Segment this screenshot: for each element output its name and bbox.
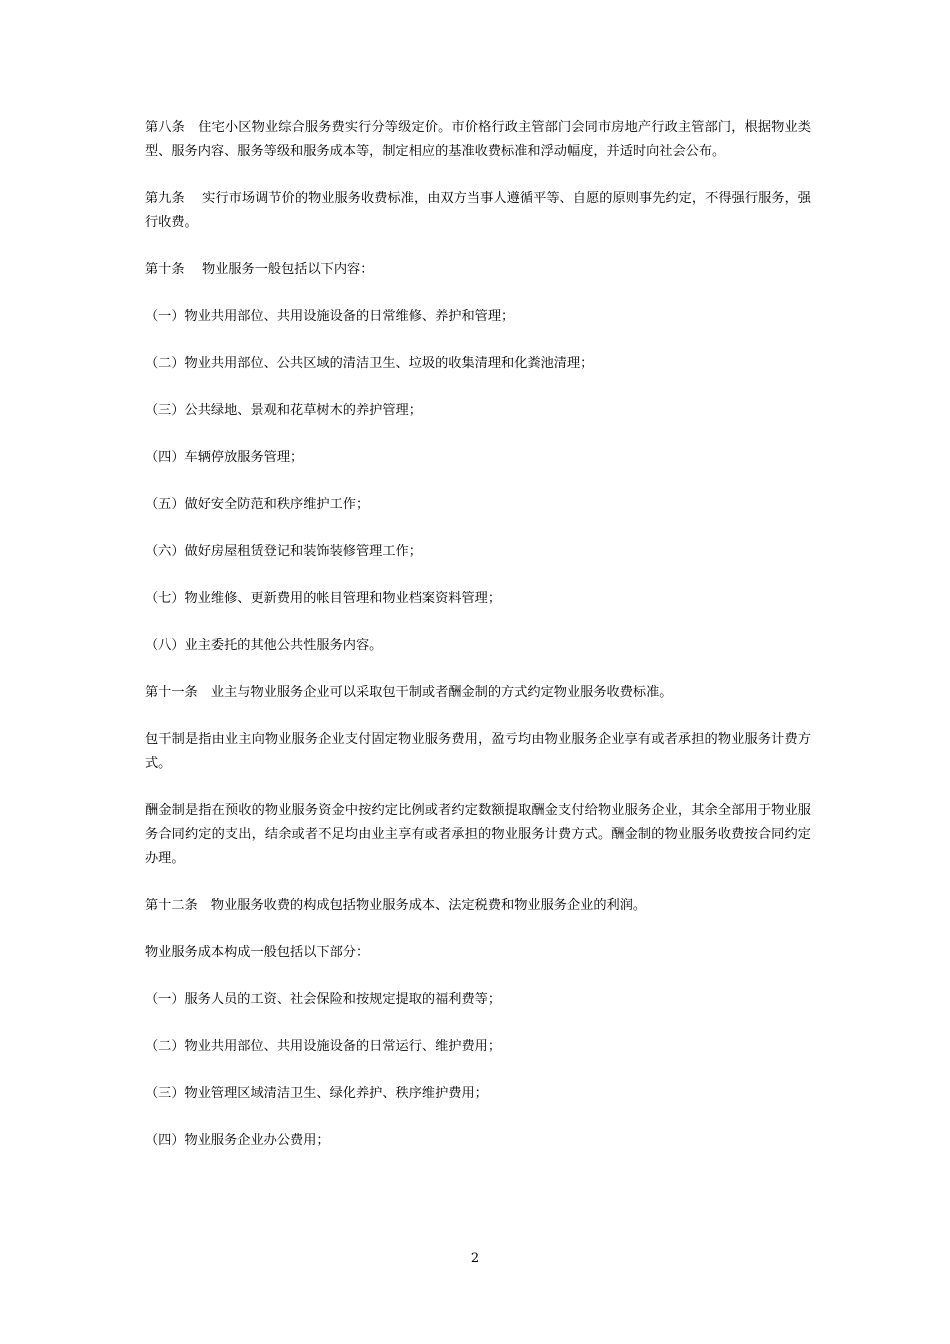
article-11: 第十一条 业主与物业服务企业可以采取包干制或者酬金制的方式约定物业服务收费标准。 xyxy=(145,685,673,700)
page-number: 2 xyxy=(470,1251,480,1266)
article-11-commission: 酬金制是指在预收的物业服务资金中按约定比例或者约定数额提取酬金支付给物业服务企业，其余全部用于物业服务合同约定的支出，结余或者不足均由业主享有或者承担的物业服务计费方式。酬金制的物业服务收费按合同约定办理。 xyxy=(145,803,811,866)
article-10-item-8: （八）业主委托的其他公共性服务内容。 xyxy=(145,638,383,653)
article-8: 第八条 住宅小区物业综合服务费实行分等级定价。市价格行政主管部门会同市房地产行政主管部门，根据物业类型、服务内容、服务等级和服务成本等，制定相应的基准收费标准和浮动幅度，并适时向社会公布。 xyxy=(145,120,811,159)
article-12: 第十二条 物业服务收费的构成包括物业服务成本、法定税费和物业服务企业的利润。 xyxy=(145,898,647,913)
article-12-cost-intro: 物业服务成本构成一般包括以下部分： xyxy=(145,945,370,960)
article-10-item-6: （六）做好房屋租赁登记和装饰装修管理工作； xyxy=(145,544,422,559)
article-12-item-3: （三）物业管理区域清洁卫生、绿化养护、秩序维护费用； xyxy=(145,1086,488,1101)
document-page-body xyxy=(145,116,811,1176)
article-10-item-2: （二）物业共用部位、公共区域的清洁卫生、垃圾的收集清理和化粪池清理； xyxy=(145,356,594,371)
article-10-item-1: （一）物业共用部位、共用设施设备的日常维修、养护和管理； xyxy=(145,309,515,324)
article-10-item-3: （三）公共绿地、景观和花草树木的养护管理； xyxy=(145,403,422,418)
article-12-item-2: （二）物业共用部位、共用设施设备的日常运行、维护费用； xyxy=(145,1039,502,1054)
article-12-item-1: （一）服务人员的工资、社会保险和按规定提取的福利费等； xyxy=(145,992,502,1007)
article-10-item-5: （五）做好安全防范和秩序维护工作； xyxy=(145,497,370,512)
article-11-lump-sum: 包干制是指由业主向物业服务企业支付固定物业服务费用，盈亏均由物业服务企业享有或者承担的物业服务计费方式。 xyxy=(145,732,811,771)
article-12-item-4: （四）物业服务企业办公费用； xyxy=(145,1133,330,1148)
article-10: 第十条 物业服务一般包括以下内容： xyxy=(145,262,374,277)
article-9: 第九条 实行市场调节价的物业服务收费标准，由双方当事人遵循平等、自愿的原则事先约定，不得强行服务，强行收费。 xyxy=(145,191,811,230)
article-10-item-4: （四）车辆停放服务管理； xyxy=(145,450,304,465)
article-10-item-7: （七）物业维修、更新费用的帐目管理和物业档案资料管理； xyxy=(145,591,502,606)
